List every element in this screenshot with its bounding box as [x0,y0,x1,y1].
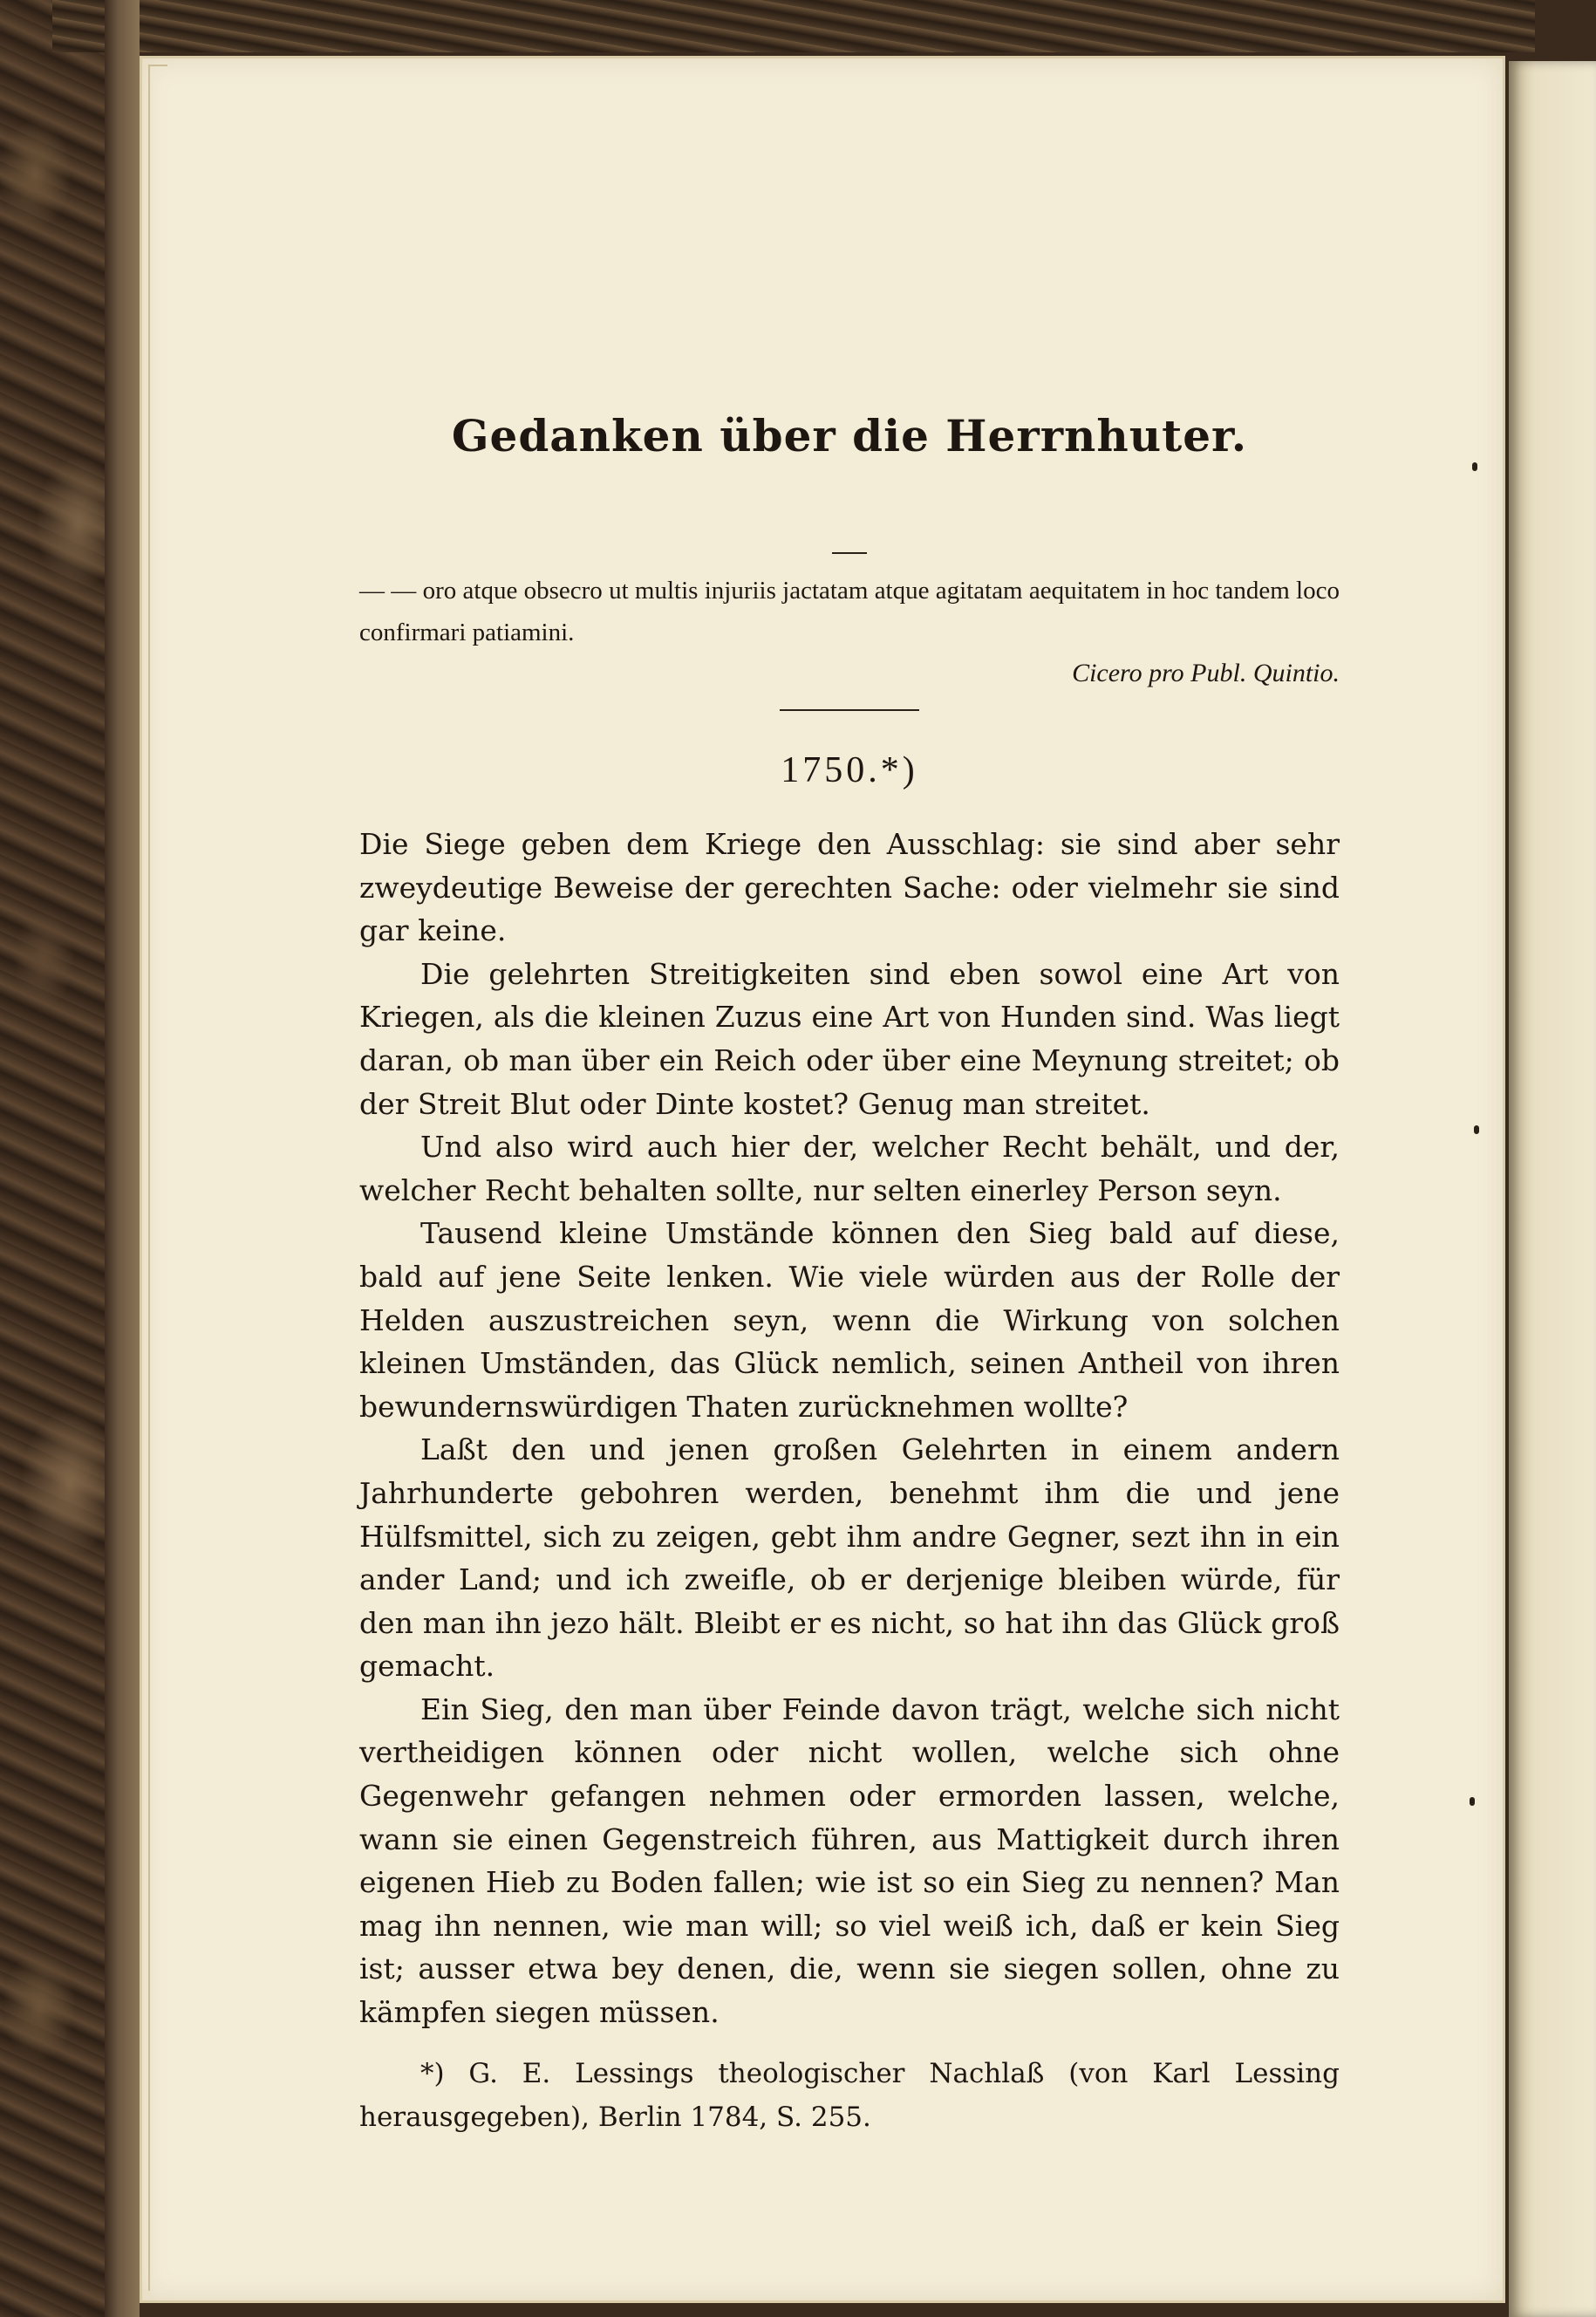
paragraph: Die gelehrten Streitigkeiten sind eben sowol eine Art von Kriegen, als die kleinen Zuzus eine Art von Hunden sind. Was liegt daran, ob man über ein Reich oder über eine Meynung streitet; ob der Streit Blut oder Dinte kostet? Genug man streitet. [359,956,1340,1121]
ink-speck [1472,462,1477,471]
facing-page-edge [1509,61,1596,2317]
body-text [359,823,1340,2034]
paragraph: Tausend kleine Umstände können den Sieg bald auf diese, bald auf jene Seite lenken. Wie viele würden aus der Rolle der Helden auszustreichen seyn, wenn die Wirkung von solchen kleinen Umständen, das Glück nemlich, seinen Antheil von ihren bewundernswürdigen Thaten zurücknehmen wollte? [359,1216,1340,1424]
page-content [359,410,1340,2139]
marbled-cover-board [0,0,122,2317]
cover-top-edge [52,0,1535,52]
motto-divider [780,709,919,711]
year-heading: 1750.*) [781,750,918,790]
binding-edge [105,0,140,2317]
paragraph: Und also wird auch hier der, welcher Recht behält, und der, welcher Recht behalten sollte, nur selten einerley Person seyn. [359,1130,1340,1207]
title-divider [832,552,867,554]
motto-source: Cicero pro Publ. Quintio. [1072,659,1340,687]
page-inner-border [148,65,167,2291]
footnote: *) G. E. Lessings theologischer Nachlaß (von Karl Lessing herausgegeben), Berlin 1784, S. 255. [359,2057,1340,2133]
motto-quote: — — oro atque obsecro ut multis injuriis jactatam atque agitatam aequitatem in hoc tandem loco confirmari patiamini. [359,577,1340,646]
paragraph: Laßt den und jenen großen Gelehrten in einem andern Jahrhunderte gebohren werden, benehmt ihm die und jene Hülfsmittel, sich zu zeigen, gebt ihm andre Gegner, sezt ihn in ein ander Land; und ich zweifle, ob er derjenige bleiben würde, für den man ihn jezo hält. Bleibt er es nicht, so hat ihn das Glück groß gemacht. [359,1432,1340,1684]
page-title: Gedanken über die Herrnhuter. [451,410,1248,461]
ink-speck [1470,1797,1475,1806]
paragraph: Die Siege geben dem Kriege den Ausschlag: sie sind aber sehr zweydeutige Beweise der gerechten Sache: oder vielmehr sie sind gar keine. [359,827,1340,948]
ink-speck [1474,1125,1479,1134]
paragraph: Ein Sieg, den man über Feinde davon trägt, welche sich nicht vertheidigen können oder nicht wollen, welche sich ohne Gegenwehr gefangen nehmen oder ermorden lassen, welche, wann sie einen Gegenstreich führen, aus Mattigkeit durch ihren eigenen Hieb zu Boden fallen; wie ist so ein Sieg zu nennen? Man mag ihn nennen, wie man will; so viel weiß ich, daß er kein Sieg ist; ausser etwa bey denen, die, wenn sie siegen sollen, ohne zu kämpfen siegen müssen. [359,1692,1340,2030]
